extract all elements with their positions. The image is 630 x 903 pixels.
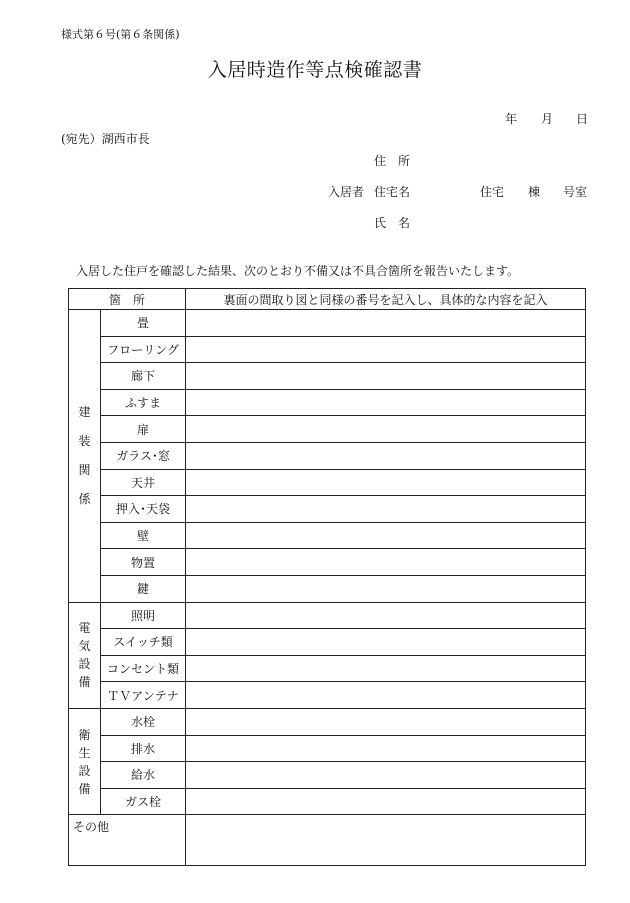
- description-cell[interactable]: [186, 575, 586, 602]
- item-label: ふすま: [101, 389, 186, 416]
- table-row: [69, 496, 586, 523]
- item-label: 畳: [101, 310, 186, 337]
- item-label: 鍵: [101, 575, 186, 602]
- table-row: [69, 389, 586, 416]
- description-cell[interactable]: [186, 788, 586, 815]
- other-label: その他: [69, 815, 186, 866]
- building-number-label: 棟: [528, 185, 541, 199]
- description-cell[interactable]: [186, 655, 586, 682]
- description-cell[interactable]: [186, 496, 586, 523]
- item-label: ガラス･窓: [101, 442, 186, 469]
- other-description-cell[interactable]: [186, 815, 586, 866]
- description-cell[interactable]: [186, 735, 586, 762]
- form-number: 様式第６号(第６条関係): [61, 28, 180, 41]
- resident-label: 入居者: [328, 185, 365, 199]
- table-row: [69, 522, 586, 549]
- table-row: [69, 682, 586, 709]
- category-electrical: [69, 602, 101, 708]
- table-row-other: [69, 815, 586, 866]
- category-char: 気: [78, 639, 91, 654]
- item-label: 水栓: [101, 708, 186, 735]
- page-title: 入居時造作等点検確認書: [207, 59, 423, 81]
- category-char: 生: [78, 745, 91, 760]
- item-label: 押入･天袋: [101, 496, 186, 523]
- category-char: 衛: [78, 727, 91, 742]
- table-row: [69, 788, 586, 815]
- table-row: [69, 708, 586, 735]
- unit-name-label: 住宅名: [374, 185, 411, 199]
- table-row: [69, 442, 586, 469]
- category-char: 装: [78, 434, 91, 449]
- date-month-label: 月: [541, 112, 554, 126]
- category-sanitary: [69, 708, 101, 814]
- description-cell[interactable]: [186, 469, 586, 496]
- item-label: 廊下: [101, 363, 186, 390]
- category-char: 設: [78, 763, 91, 778]
- description-cell[interactable]: [186, 522, 586, 549]
- name-label: 氏 名: [374, 216, 411, 230]
- description-cell[interactable]: [186, 762, 586, 789]
- category-building-fixtures: [69, 310, 101, 603]
- category-char: 設: [78, 657, 91, 672]
- category-char: 備: [78, 781, 91, 796]
- room-number-label: 号室: [563, 185, 588, 199]
- table-row: [69, 575, 586, 602]
- category-char: 関: [78, 463, 91, 478]
- header-description: 裏面の間取り図と同様の番号を記入し、具体的な内容を記入: [186, 289, 586, 310]
- description-cell[interactable]: [186, 602, 586, 629]
- description-cell[interactable]: [186, 682, 586, 709]
- description-cell[interactable]: [186, 389, 586, 416]
- table-row: [69, 363, 586, 390]
- item-label: スイッチ類: [101, 629, 186, 656]
- inspection-table: [68, 288, 586, 866]
- item-label: 物置: [101, 549, 186, 576]
- description-cell[interactable]: [186, 629, 586, 656]
- item-label: ＴＶアンテナ: [101, 682, 186, 709]
- description-cell[interactable]: [186, 363, 586, 390]
- table-row: [69, 310, 586, 337]
- item-label: 壁: [101, 522, 186, 549]
- item-label: 照明: [101, 602, 186, 629]
- table-row: [69, 416, 586, 443]
- description-cell[interactable]: [186, 442, 586, 469]
- item-label: 扉: [101, 416, 186, 443]
- header-location: 箇 所: [69, 289, 186, 310]
- table-row: [69, 469, 586, 496]
- table-row: [69, 735, 586, 762]
- item-label: 天井: [101, 469, 186, 496]
- item-label: フローリング: [101, 336, 186, 363]
- table-row: [69, 336, 586, 363]
- table-row: [69, 549, 586, 576]
- address-label: 住 所: [374, 154, 411, 168]
- description-cell[interactable]: [186, 416, 586, 443]
- date-day-label: 日: [576, 112, 589, 126]
- description-cell[interactable]: [186, 336, 586, 363]
- description-cell[interactable]: [186, 549, 586, 576]
- description-cell[interactable]: [186, 708, 586, 735]
- description-cell[interactable]: [186, 310, 586, 337]
- jutaku-label: 住宅: [480, 185, 505, 199]
- addressee: (宛先）湖西市長: [61, 132, 150, 146]
- report-statement: 入居した住戸を確認した結果、次のとおり不備又は不具合箇所を報告いたします。: [76, 264, 520, 278]
- table-row: [69, 629, 586, 656]
- category-char: 電: [78, 621, 91, 636]
- category-char: 備: [78, 675, 91, 690]
- category-char: 係: [78, 492, 91, 507]
- item-label: コンセント類: [101, 655, 186, 682]
- item-label: 排水: [101, 735, 186, 762]
- table-header-row: [69, 289, 586, 310]
- table-row: [69, 762, 586, 789]
- table-row: [69, 655, 586, 682]
- category-char: 建: [78, 405, 91, 420]
- item-label: 給水: [101, 762, 186, 789]
- table-row: [69, 602, 586, 629]
- date-year-label: 年: [505, 112, 518, 126]
- item-label: ガス栓: [101, 788, 186, 815]
